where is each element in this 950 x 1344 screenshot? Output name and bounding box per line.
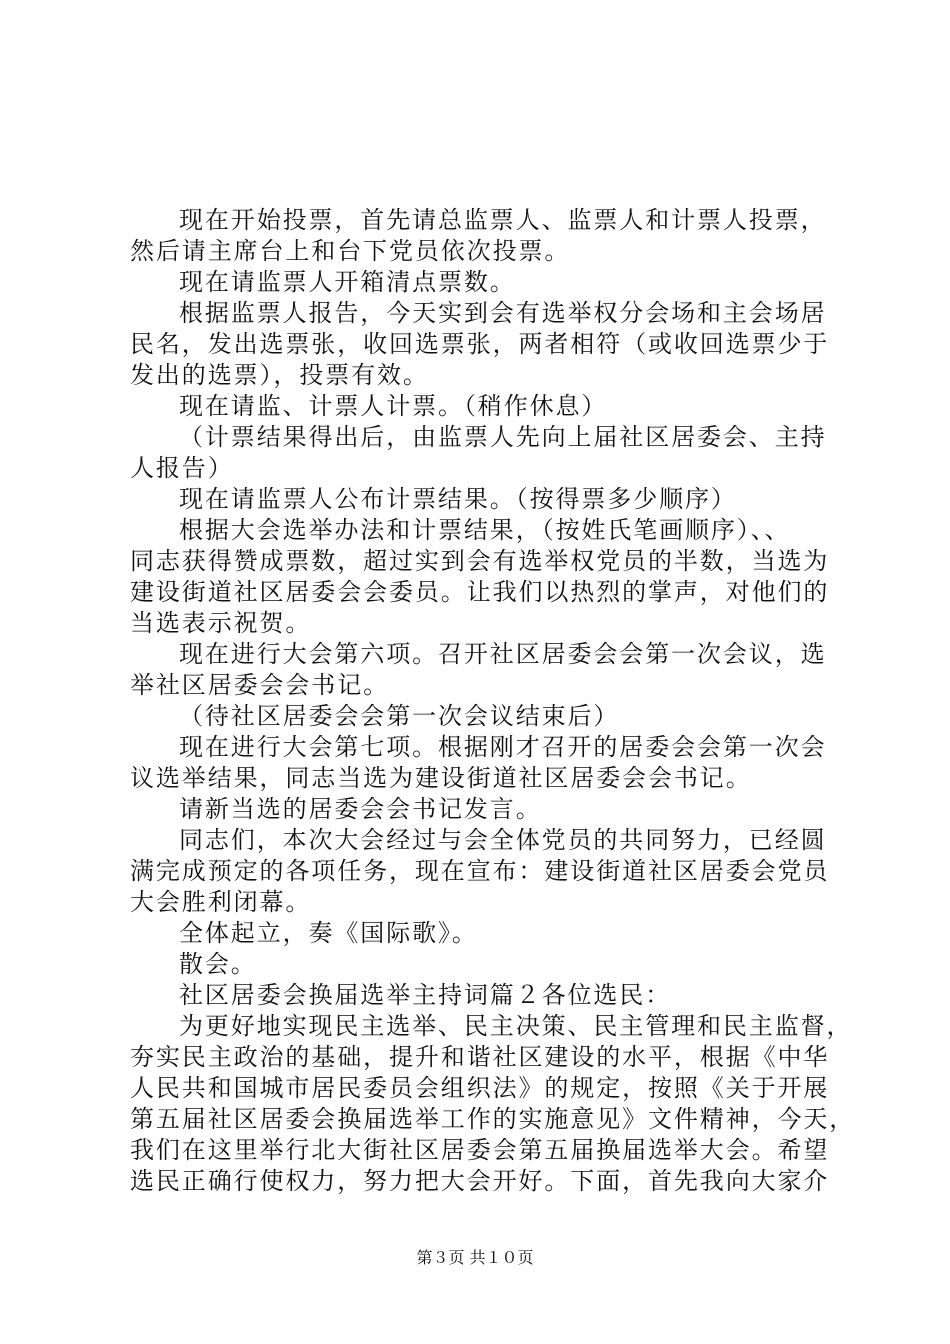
paragraph (130, 422, 830, 484)
paragraph (130, 391, 830, 422)
text-line: 现在请监票人公布计票结果。（按得票多少顺序） (179, 485, 737, 513)
paragraph (130, 267, 830, 298)
text-line: 现在进行大会第六项。召开社区居委会会第一次会议，选 (179, 640, 827, 668)
text-line: 选民正确行使权力，努力把大会开好。下面，首先我向大家介 (130, 1167, 830, 1195)
paragraph (130, 1011, 856, 1197)
text-line: 为更好地实现民主选举、民主决策、民主管理和民主监督， (179, 1012, 853, 1040)
text-line: 同志获得赞成票数，超过实到会有选举权党员的半数，当选为 (130, 547, 830, 575)
text-line: （计票结果得出后，由监票人先向上届社区居委会、主持 (179, 423, 827, 451)
paragraph (130, 794, 830, 825)
paragraph (130, 825, 830, 918)
paragraph (130, 515, 830, 639)
paragraph (130, 732, 830, 794)
text-line: 人民共和国城市居民委员会组织法》的规定，按照《关于开展 (130, 1074, 830, 1102)
text-line: 大会胜利闭幕。 (130, 888, 312, 916)
text-line: 当选表示祝贺。 (130, 609, 312, 637)
text-line: 我们在这里举行北大街社区居委会第五届换届选举大会。希望 (130, 1136, 830, 1164)
paragraph (130, 980, 830, 1011)
text-line: 夯实民主政治的基础，提升和谐社区建设的水平，根据《中华 (130, 1043, 830, 1071)
document-body (130, 205, 856, 1197)
text-line: （待社区居委会会第一次会议结束后） (179, 702, 620, 730)
text-line: 民名，发出选票张，收回选票张，两者相符（或收回选票少于 (130, 330, 830, 358)
paragraph (130, 639, 830, 701)
paragraph (130, 918, 830, 949)
text-line: 现在开始投票，首先请总监票人、监票人和计票人投票， (179, 206, 827, 234)
text-line: 社区居委会换届选举主持词篇２各位选民： (179, 981, 672, 1009)
paragraph (130, 484, 830, 515)
text-line: 同志们，本次大会经过与会全体党员的共同努力，已经圆 (179, 826, 827, 854)
text-line: 议选举结果，同志当选为建设街道社区居委会会书记。 (130, 764, 752, 792)
text-line: 现在请监、计票人计票。（稍作休息） (179, 392, 608, 420)
text-line: 散会。 (179, 950, 257, 978)
text-line: 根据大会选举办法和计票结果，（按姓氏笔画顺序）、、 (179, 516, 791, 544)
text-line: 举社区居委会会书记。 (130, 671, 389, 699)
text-line: 请新当选的居委会会书记发言。 (179, 795, 542, 823)
text-line: 然后请主席台上和台下党员依次投票。 (130, 237, 571, 265)
text-line: 现在请监票人开箱清点票数。 (179, 268, 516, 296)
text-line: 根据监票人报告，今天实到会有选举权分会场和主会场居 (179, 299, 827, 327)
paragraph (130, 949, 830, 980)
text-line: 人报告） (130, 454, 234, 482)
page-footer: 第３页 共１０页 (416, 1248, 534, 1267)
text-line: 第五届社区居委会换届选举工作的实施意见》文件精神，今天， (130, 1105, 856, 1133)
text-line: 建设街道社区居委会会委员。让我们以热烈的掌声，对他们的 (130, 578, 830, 606)
text-line: 发出的选票），投票有效。 (130, 361, 429, 389)
text-line: 现在进行大会第七项。根据刚才召开的居委会会第一次会 (179, 733, 827, 761)
paragraph (130, 701, 830, 732)
paragraph (130, 298, 830, 391)
paragraph (130, 205, 830, 267)
text-line: 全体起立，奏《国际歌》。 (179, 919, 478, 947)
text-line: 满完成预定的各项任务，现在宣布：建设街道社区居委会党员 (130, 857, 830, 885)
